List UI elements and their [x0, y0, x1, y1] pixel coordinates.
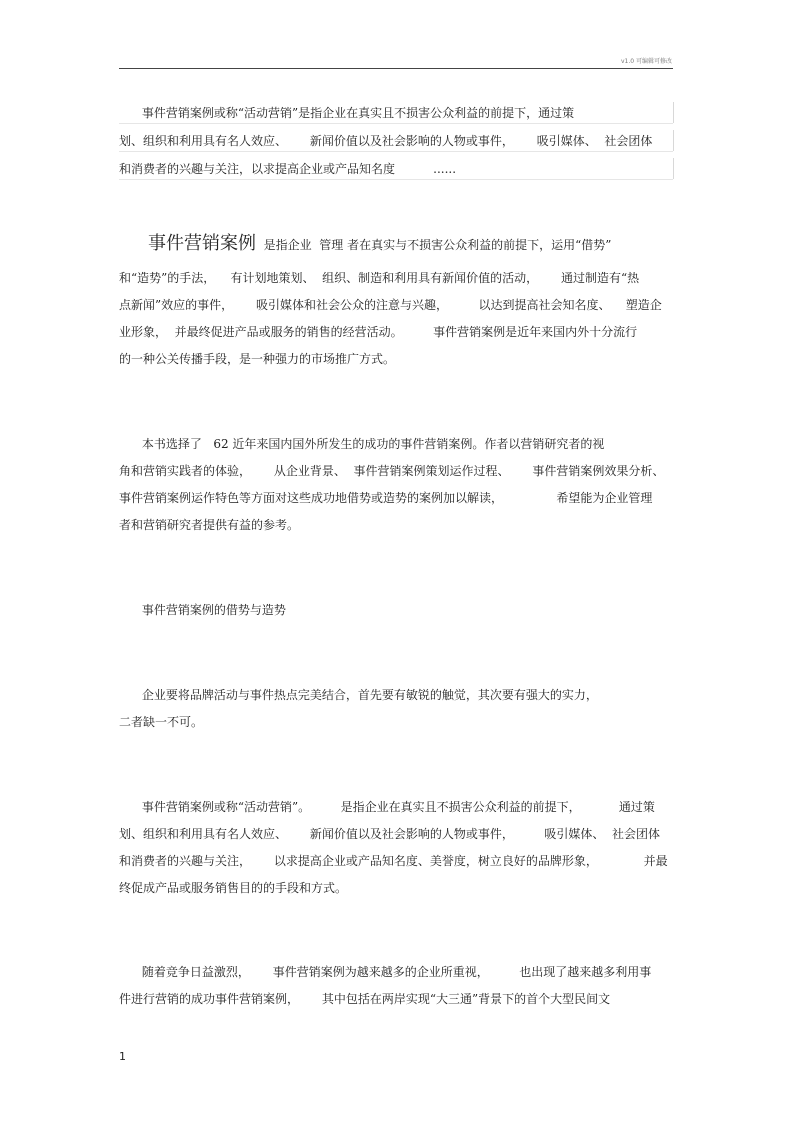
section-heading: [148, 233, 611, 256]
paragraph-line: 事件营销案例或称“活动营销”。 是指企业在真实且不损害公众利益的前提下， 通过策: [119, 800, 655, 814]
paragraph-line: 点新闻”效应的事件， 吸引媒体和社会公众的注意与兴趣， 以达到提高社会知名度、 塑造企: [119, 298, 662, 312]
paragraph-line: 终促成产品或服务销售目的的手段和方式。: [119, 881, 348, 895]
header-rule: [119, 68, 673, 69]
heading-continuation: 是指企业 管理 者在真实与不损害公众利益的前提下，运用“借势”: [256, 238, 612, 252]
intro-line: 和消费者的兴趣与关注，以求提高企业或产品知名度 ......: [119, 162, 457, 176]
paragraph-line: 角和营销实践者的体验， 从企业背景、 事件营销案例策划运作过程、 事件营销案例效果分析、: [119, 464, 665, 478]
intro-box-divider: [119, 123, 673, 124]
paragraph-line: 事件营销案例运作特色等方面对这些成功地借势或造势的案例加以解读， 希望能为企业管理: [119, 491, 653, 505]
intro-line: 事件营销案例或称“活动营销”是指企业在真实且不损害公众利益的前提下，通过策: [119, 106, 575, 120]
intro-box-divider: [119, 179, 673, 180]
section-subtitle: 事件营销案例的借势与造势: [119, 603, 286, 617]
paragraph-line: 和“造势”的手法， 有计划地策划、 组织、制造和利用具有新闻价值的活动， 通过制造有“热: [119, 271, 640, 285]
heading-title: 事件营销案例: [148, 233, 256, 254]
paragraph-line: 本书选择了 62 近年来国内国外所发生的成功的事件营销案例。作者以营销研究者的视: [119, 437, 605, 451]
paragraph-line: 随着竞争日益激烈， 事件营销案例为越来越多的企业所重视， 也出现了越来越多利用事: [119, 965, 652, 979]
paragraph-line: 件进行营销的成功事件营销案例， 其中包括在两岸实现“大三通”背景下的首个大型民间文: [119, 992, 611, 1006]
paragraph-line: 划、组织和利用具有名人效应、 新闻价值以及社会影响的人物或事件， 吸引媒体、 社会团体: [119, 827, 661, 841]
paragraph-line: 业形象， 并最终促进产品或服务的销售的经营活动。 事件营销案例是近年来国内外十分流行: [119, 325, 638, 339]
paragraph-line: 企业要将品牌活动与事件热点完美结合，首先要有敏锐的触觉，其次要有强大的实力，: [119, 688, 598, 702]
paragraph-line: 的一种公关传播手段，是一种强力的市场推广方式。: [119, 352, 396, 366]
header-version-label: v1.0 可编辑可修改: [620, 58, 672, 65]
intro-box-divider: [119, 151, 673, 152]
page-number: 1: [119, 1050, 126, 1063]
intro-line: 划、组织和利用具有名人效应、 新闻价值以及社会影响的人物或事件， 吸引媒体、 社会团体: [119, 134, 653, 148]
paragraph-line: 和消费者的兴趣与关注， 以求提高企业或产品知名度、美誉度，树立良好的品牌形象， 并最: [119, 854, 668, 868]
paragraph-line: 二者缺一不可。: [119, 715, 204, 729]
paragraph-line: 者和营销研究者提供有益的参考。: [119, 518, 300, 532]
